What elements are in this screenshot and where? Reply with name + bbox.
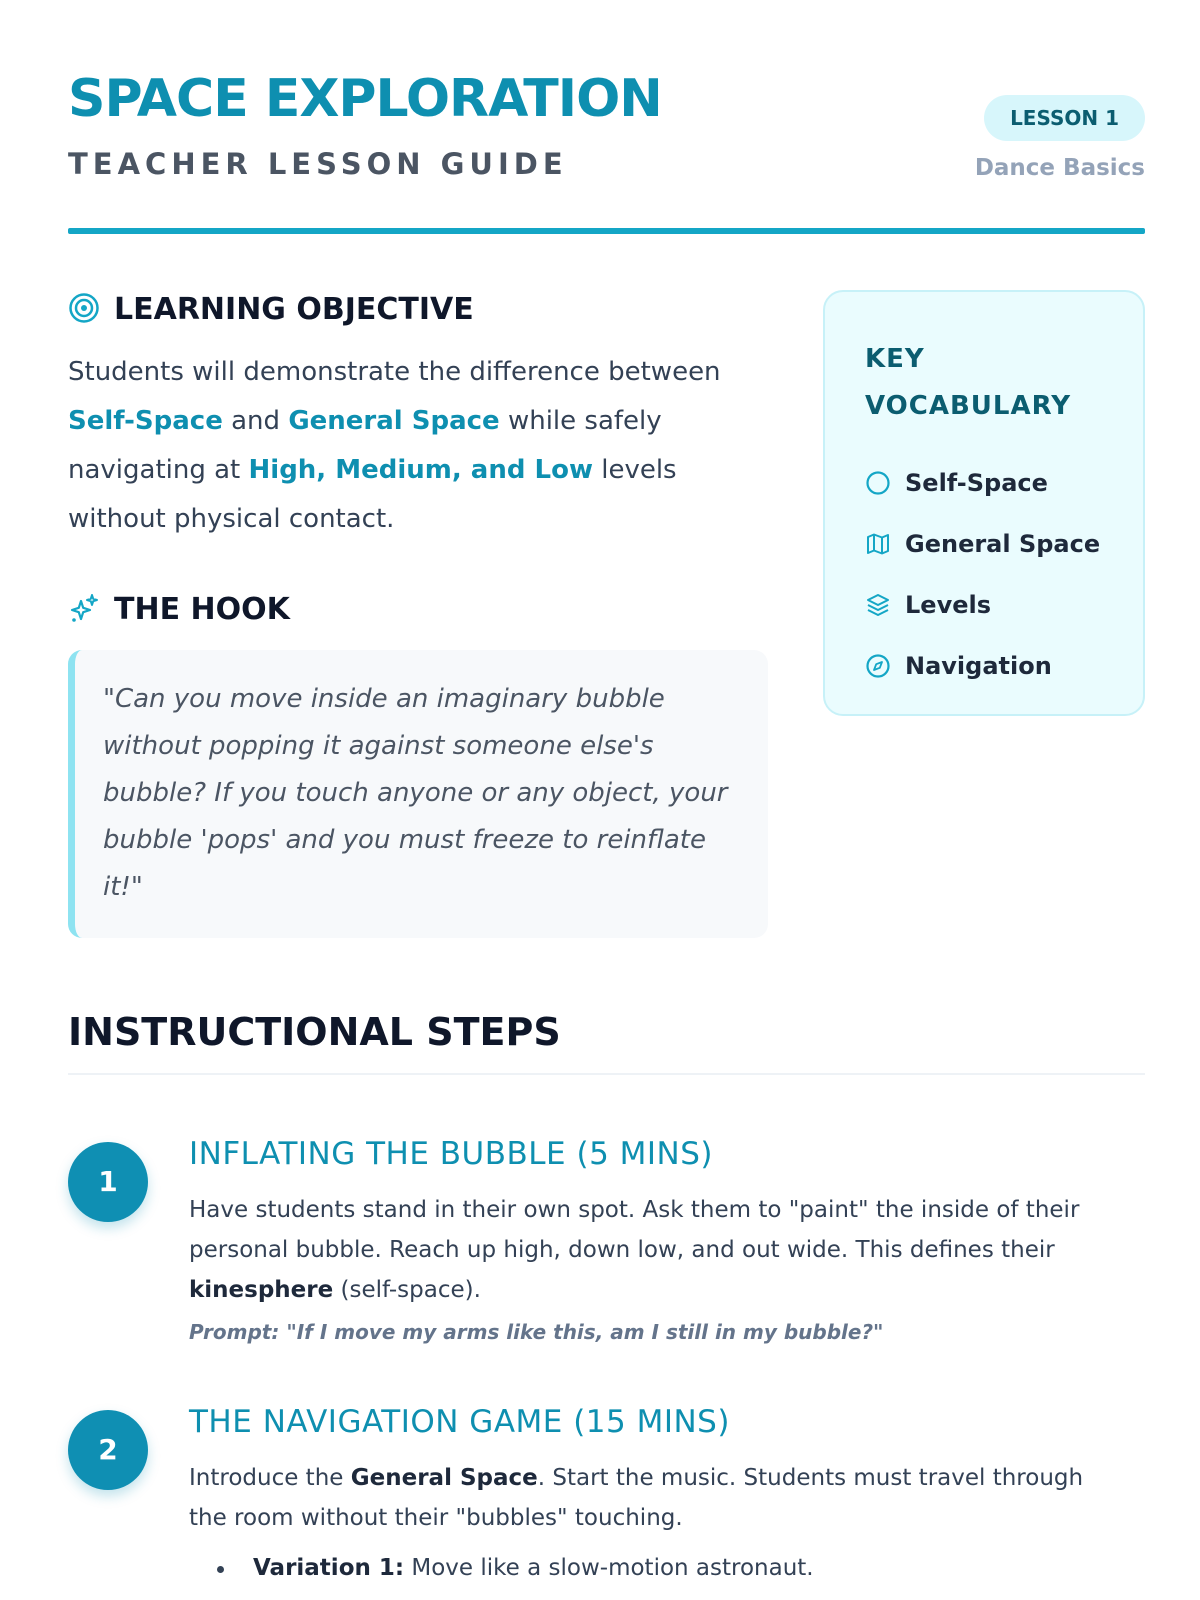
circle-icon (865, 470, 891, 496)
step-body (189, 1134, 1119, 1350)
variation-list (189, 1548, 1119, 1588)
page-subtitle: TEACHER LESSON GUIDE (68, 147, 568, 181)
lesson-guide-page (68, 0, 1145, 1600)
variation-text: Move like a slow-motion astronaut. (404, 1555, 814, 1581)
step-text-part: . Start the music. Students must travel through the room without their "bubbles" touching. (189, 1465, 1084, 1531)
term-kinesphere: kinesphere (189, 1277, 334, 1303)
vocabulary-label: Levels (905, 590, 992, 619)
vocabulary-label: General Space (905, 529, 1101, 558)
vocabulary-item (865, 513, 1143, 574)
step-prompt: Prompt: "If I move my arms like this, am I still in my bubble?" (189, 1320, 884, 1344)
steps-title: INSTRUCTIONAL STEPS (68, 1010, 561, 1054)
vocabulary-item (865, 574, 1143, 635)
vocabulary-list (865, 452, 1143, 696)
hook-quote-box (68, 650, 768, 938)
vocabulary-item (865, 452, 1143, 513)
objective-text (68, 348, 768, 544)
objective-text-part: levels without physical contact. (68, 455, 677, 534)
lesson-badge: LESSON 1 (984, 95, 1145, 141)
header (68, 66, 1145, 236)
step-title: THE NAVIGATION GAME (15 MINS) (189, 1404, 730, 1440)
objective-text-part: Students will demonstrate the difference between (68, 357, 721, 387)
step-number: 1 (68, 1142, 148, 1222)
step-description (189, 1458, 1119, 1538)
compass-icon (865, 653, 891, 679)
layers-icon (865, 592, 891, 618)
map-icon (865, 531, 891, 557)
key-vocabulary-card (823, 290, 1145, 716)
page-title: SPACE EXPLORATION (68, 69, 662, 129)
objective-text-part: while safely navigating at (68, 406, 662, 485)
step-title: INFLATING THE BUBBLE (5 MINS) (189, 1136, 714, 1172)
term-general-space: General Space (288, 406, 500, 436)
term-general-space: General Space (350, 1465, 538, 1491)
term-self-space: Self-Space (68, 406, 223, 436)
target-icon (68, 292, 100, 328)
header-divider (68, 228, 1145, 234)
step-text-part: Introduce the (189, 1465, 351, 1491)
hook-heading (68, 590, 290, 630)
step-description (189, 1190, 1119, 1310)
objective-heading (68, 290, 474, 330)
variation-item (189, 1548, 1119, 1588)
vocabulary-item (865, 635, 1143, 696)
vocabulary-label: Navigation (905, 651, 1052, 680)
step-number: 2 (68, 1410, 148, 1490)
step-body (189, 1402, 1119, 1588)
hook-title: THE HOOK (114, 592, 290, 627)
sparkles-icon (68, 592, 100, 628)
steps-divider (68, 1073, 1145, 1075)
step-text-part: (self-space). (333, 1277, 481, 1303)
variation-label: Variation 1: (253, 1555, 405, 1581)
term-levels: High, Medium, and Low (248, 455, 593, 485)
objective-text-part: and (222, 406, 289, 436)
vocabulary-title: KEY VOCABULARY (865, 344, 1072, 421)
course-name: Dance Basics (974, 155, 1145, 181)
step-text-part: Have students stand in their own spot. Ask them to "paint" the inside of their personal bubble. Reach up high, down low, and out wide. This defines their (189, 1197, 1080, 1263)
vocabulary-label: Self-Space (905, 468, 1048, 497)
objective-title: LEARNING OBJECTIVE (114, 292, 474, 327)
hook-quote: "Can you move inside an imaginary bubble without popping it against someone else's bubble? If you touch anyone or any object, your bubble 'pops' and you must freeze to reinflate it!" (103, 684, 728, 902)
